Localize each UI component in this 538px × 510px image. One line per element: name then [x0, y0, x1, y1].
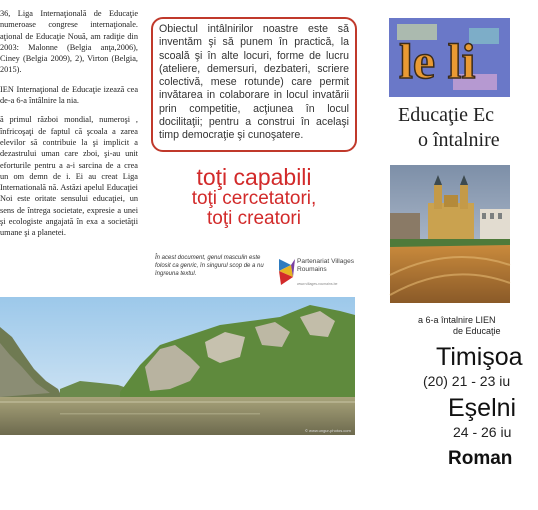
left-paragraph-2: IEN Internaţional de Educaţie izează cea de-a 6-a întâlnire la nia.: [0, 84, 138, 106]
city-eselnita: Eşelni: [448, 394, 517, 422]
dates-eselnita: 24 - 26 iu: [453, 424, 512, 440]
dates-timisoara: (20) 21 - 23 iu: [423, 373, 511, 389]
left-paragraph-3: ă primul război mondial, numeroşi , înfricoşaţi de faptul că şcoala a zarea elevilor să contribuie la şi implicit a dezastrului uman care zboi, şi-au unit eforturile pentru a a-i sarcina de a crea un om demn de i. Ei au creat Liga Internatională nă. Astăzi apelul Educaţiei Noi este oritate sensului educaţiei, un sens de întrega societate, expresie a unei şi ecologiste angajată în exa a societăţii umane şi a planetei.: [0, 115, 138, 238]
danube-gorge-photo: [0, 297, 355, 435]
le-lien-logo: [389, 18, 510, 97]
logo-text: le li: [399, 33, 476, 89]
partner-name: Partenariat Villages Roumains: [297, 258, 355, 273]
slogan-line-1: toţi capabili: [196, 164, 312, 190]
timisoara-square-photo: [390, 165, 510, 303]
quote-text: Obiectul intâlnirilor noastre este să inventăm şi să punem în practică, la scoală şi în alte locuri, forme de lucru (ateliere, demersuri, dezbateri, scriere colectivă, mese rotunde) care permit invătarea in colaborare in locul invatării prin competitie, acţiunea în locul docilitaţii; pentru a construi în acelaşi timp democraţie şi cunoşatere.: [159, 23, 349, 142]
meeting-info-line-1: a 6-a întalnire LIEN: [418, 315, 496, 325]
slogan: [151, 165, 357, 229]
brochure-title-line-2: o întalnire: [418, 129, 500, 151]
city-timisoara: Timişoa: [436, 343, 523, 371]
partner-subtitle: www.villages-roumains.be: [297, 282, 338, 286]
slogan-line-3: toţi creatori: [207, 208, 301, 229]
photo-credit: © www.ungur-photos.com: [305, 428, 351, 433]
meeting-info-line-2: de Educaţie: [453, 326, 501, 336]
left-column-text: [0, 8, 138, 247]
slogan-line-2: toţi cercetatori,: [191, 188, 317, 209]
gender-note: În acest document, genul masculin este folosit ca genric, în singurul scop de a nu îngreuna textul.: [155, 255, 264, 278]
country-name: Roman: [448, 448, 513, 469]
left-paragraph-1: 36, Liga Internaţională de Educaţie numeroase congrese internaţionale. aţional de Educaţie Nouă, am radiţie din 2003: Malonne (Belgia anţa,2006), Ciney (Belgia 2009), 2), Virton (Belgia, 2015).: [0, 9, 138, 75]
brochure-title-line-1: Educaţie Ec: [398, 104, 495, 126]
quote-box: [151, 17, 357, 152]
